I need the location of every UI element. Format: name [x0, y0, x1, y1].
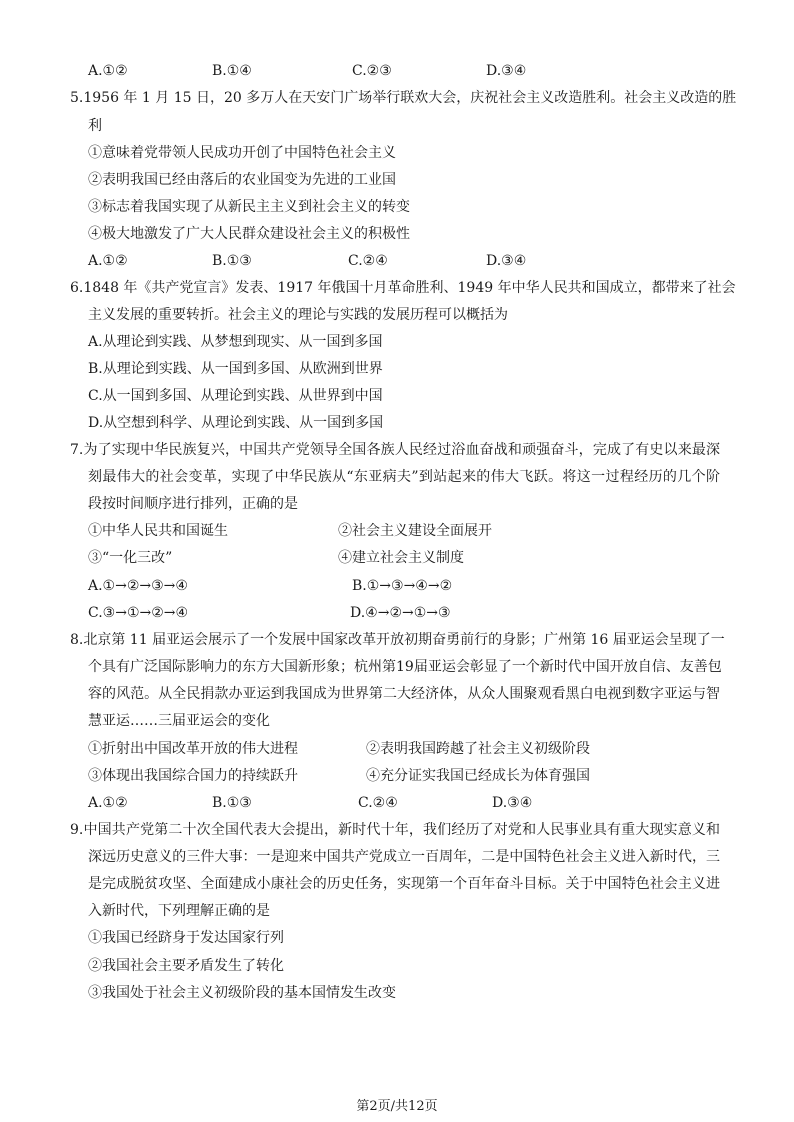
q7-stem-line-1: 7.为了实现中华民族复兴，中国共产党领导全国各族人民经过浴血奋战和顽强奋斗，完成了有史以来最深 — [70, 442, 720, 458]
q6-option-b: B.从理论到实践、从一国到多国、从欧洲到世界 — [88, 361, 383, 377]
q8-item-1: ①折射出中国改革开放的伟大进程 — [88, 741, 298, 757]
q5-item-4: ④极大地激发了广大人民群众建设社会主义的积极性 — [88, 226, 410, 242]
page-number: 第2页/共12页 — [356, 1099, 438, 1114]
q6-option-d: D.从空想到科学、从理论到实践、从一国到多国 — [88, 415, 384, 431]
q9-stem-line-3: 是完成脱贫攻坚、全面建成小康社会的历史任务，实现第一个百年奋斗目标。关于中国特色社会主义进 — [88, 876, 720, 892]
q4-choice-a: A.①② — [88, 63, 128, 79]
q8-item-2: ②表明我国跨越了社会主义初级阶段 — [366, 741, 590, 757]
q8-choice-d: D.③④ — [492, 795, 533, 811]
q6-stem-line-2: 主义发展的重要转折。社会主义的理论与实践的发展历程可以概括为 — [88, 307, 508, 323]
q7-item-4: ④建立社会主义制度 — [338, 550, 464, 566]
q8-stem-line-4: 慧亚运……三届亚运会的变化 — [88, 713, 270, 729]
q5-item-3: ③标志着我国实现了从新民主主义到社会主义的转变 — [88, 199, 410, 215]
q8-choice-a: A.①② — [88, 795, 128, 811]
q7-choice-d: D.④→②→①→③ — [350, 605, 451, 621]
q4-choice-b: B.①④ — [212, 63, 252, 79]
q5-item-1: ①意味着党带领人民成功开创了中国特色社会主义 — [88, 145, 396, 161]
q5-choice-b: B.①③ — [212, 253, 252, 269]
q5-stem-line-1: 5.1956 年 1 月 15 日，20 多万人在天安门广场举行联欢大会，庆祝社会主义改造胜利。社会主义改造的胜 — [70, 90, 737, 106]
q8-item-4: ④充分证实我国已经成长为体育强国 — [366, 768, 590, 784]
q9-stem-line-1: 9.中国共产党第二十次全国代表大会提出，新时代十年，我们经历了对党和人民事业具有重大现实意义和 — [70, 822, 720, 838]
q4-choice-d: D.③④ — [486, 63, 527, 79]
q5-item-2: ②表明我国已经由落后的农业国变为先进的工业国 — [88, 172, 396, 188]
q4-choice-c: C.②③ — [352, 63, 392, 79]
q7-choice-b: B.①→③→④→② — [352, 578, 453, 594]
q5-stem-line-2: 利 — [88, 118, 102, 134]
q5-choice-c: C.②④ — [348, 253, 388, 269]
q9-stem-line-4: 入新时代，下列理解正确的是 — [88, 903, 270, 919]
q8-stem-line-3: 容的风范。从全民捐款办亚运到我国成为世界第二大经济体，从众人围聚观看黑白电视到数字亚运与智 — [88, 686, 720, 702]
q7-choice-a: A.①→②→③→④ — [88, 578, 188, 594]
q7-item-3: ③“一化三改” — [88, 550, 173, 566]
q8-stem-line-1: 8.北京第 11 届亚运会展示了一个发展中国家改革开放初期奋勇前行的身影；广州第 16 届亚运会呈现了一 — [70, 632, 725, 648]
q7-stem-line-3: 段按时间顺序进行排列，正确的是 — [88, 496, 298, 512]
q8-choice-c: C.②④ — [358, 795, 398, 811]
q5-choice-a: A.①② — [88, 253, 128, 269]
q9-item-3: ③我国处于社会主义初级阶段的基本国情发生改变 — [88, 985, 396, 1001]
q8-choice-b: B.①③ — [212, 795, 252, 811]
q6-stem-line-1: 6.1848 年《共产党宣言》发表、1917 年俄国十月革命胜利、1949 年中华人民共和国成立，都带来了社会 — [70, 280, 736, 296]
q8-item-3: ③体现出我国综合国力的持续跃升 — [88, 768, 298, 784]
q9-item-1: ①我国已经跻身于发达国家行列 — [88, 930, 284, 946]
q7-item-2: ②社会主义建设全面展开 — [338, 523, 492, 539]
q8-stem-line-2: 个具有广泛国际影响力的东方大国新形象；杭州第19届亚运会彰显了一个新时代中国开放自信、友善包 — [88, 659, 722, 675]
q7-item-1: ①中华人民共和国诞生 — [88, 523, 228, 539]
q9-item-2: ②我国社会主要矛盾发生了转化 — [88, 958, 284, 974]
q6-option-a: A.从理论到实践、从梦想到现实、从一国到多国 — [88, 334, 383, 350]
q5-choice-d: D.③④ — [486, 253, 527, 269]
q7-choice-c: C.③→①→②→④ — [88, 605, 189, 621]
q9-stem-line-2: 深远历史意义的三件大事：一是迎来中国共产党成立一百周年，二是中国特色社会主义进入新时代，三 — [88, 849, 720, 865]
q6-option-c: C.从一国到多国、从理论到实践、从世界到中国 — [88, 388, 383, 404]
q7-stem-line-2: 刻最伟大的社会变革，实现了中华民族从“东亚病夫”到站起来的伟大飞跃。将这一过程经历的几个阶 — [88, 469, 720, 485]
